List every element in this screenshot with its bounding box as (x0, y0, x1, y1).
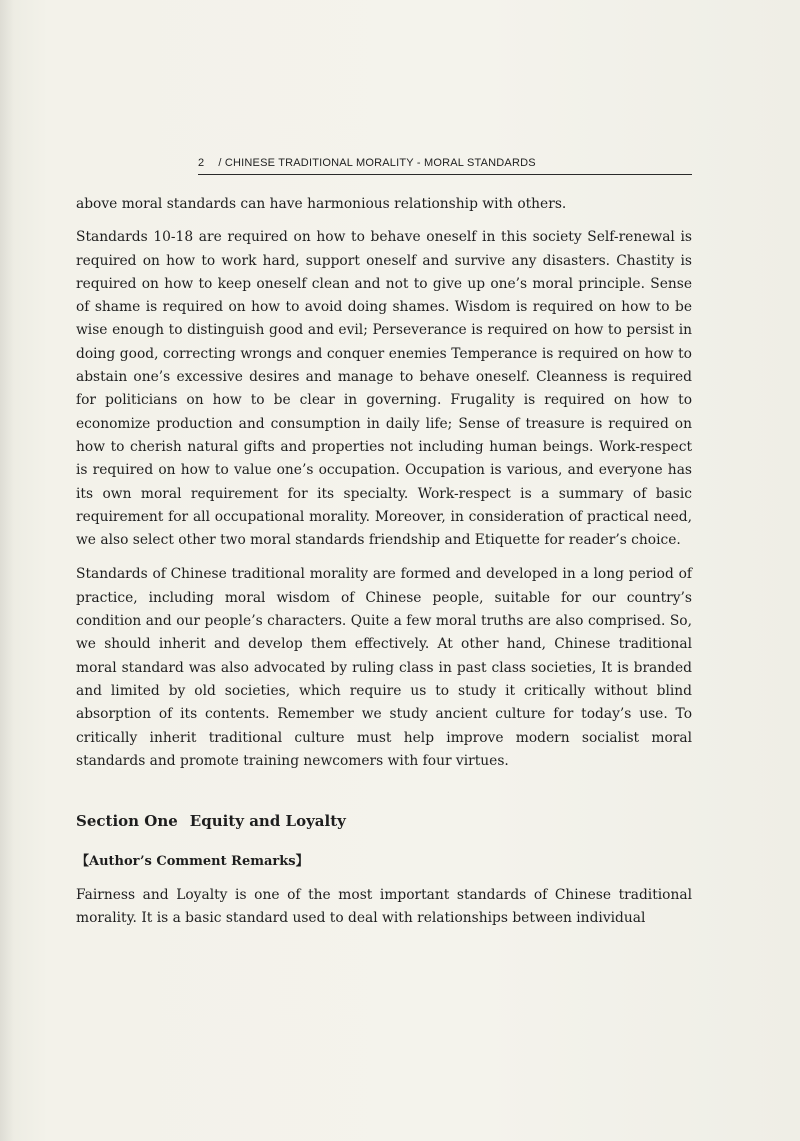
running-title: / CHINESE TRADITIONAL MORALITY - MORAL STANDARDS (218, 157, 536, 169)
closing-paragraph: Fairness and Loyalty is one of the most important standards of Chinese traditional morality. It is a basic standard used to deal with relationships between individual (76, 887, 692, 927)
binding-shadow (0, 0, 14, 1141)
section-title: Equity and Loyalty (189, 812, 346, 831)
section-number: Section One (76, 812, 178, 831)
paragraph-2: Standards 10-18 are required on how to behave oneself in this society Self-renewal is required on how to work hard, support oneself and survive any disasters. Chastity is required on how to keep oneself clean and not to give up one’s moral principle. Sense of shame is required on how to avoid doing shames. Wisdom is required on how to be wise enough to distinguish good and evil; Perseverance is required on how to persist in doing good, correcting wrongs and conquer enemies Temperance is required on how to abstain one’s excessive desires and manage to behave oneself. Cleanness is required for politicians on how to be clear in governing. Frugality is required on how to economize production and consumption in daily life; Sense of treasure is required on how to cherish natural gifts and properties not including human beings. Work-respect is required on how to value one’s occupation. Occupation is various, and everyone has its own moral requirement for its specialty. Work-respect is a summary of basic requirement for all occupational morality. Moreover, in consideration of practical need, we also select other two moral standards friendship and Etiquette for reader’s choice. (76, 229, 692, 549)
paragraph-3: Standards of Chinese traditional morality are formed and developed in a long period of practice, including moral wisdom of Chinese people, suitable for our country’s condition and our people’s characters. Quite a few moral truths are also comprised. So, we should inherit and develop them effectively. At other hand, Chinese traditional moral standard was also advocated by ruling class in past class societies, It is branded and limited by old societies, which require us to study it critically without blind absorption of its contents. Remember we study ancient culture for today’s use. To critically inherit traditional culture must help improve modern socialist moral standards and promote training newcomers with four virtues. (76, 566, 692, 769)
header-rule (198, 174, 692, 175)
section-heading (76, 809, 692, 833)
remarks-heading: 【Author’s Comment Remarks】 (76, 854, 309, 870)
paragraph-1: above moral standards can have harmonious relationship with others. (76, 196, 567, 212)
body-text (76, 193, 692, 931)
page-number: 2 (198, 157, 205, 169)
